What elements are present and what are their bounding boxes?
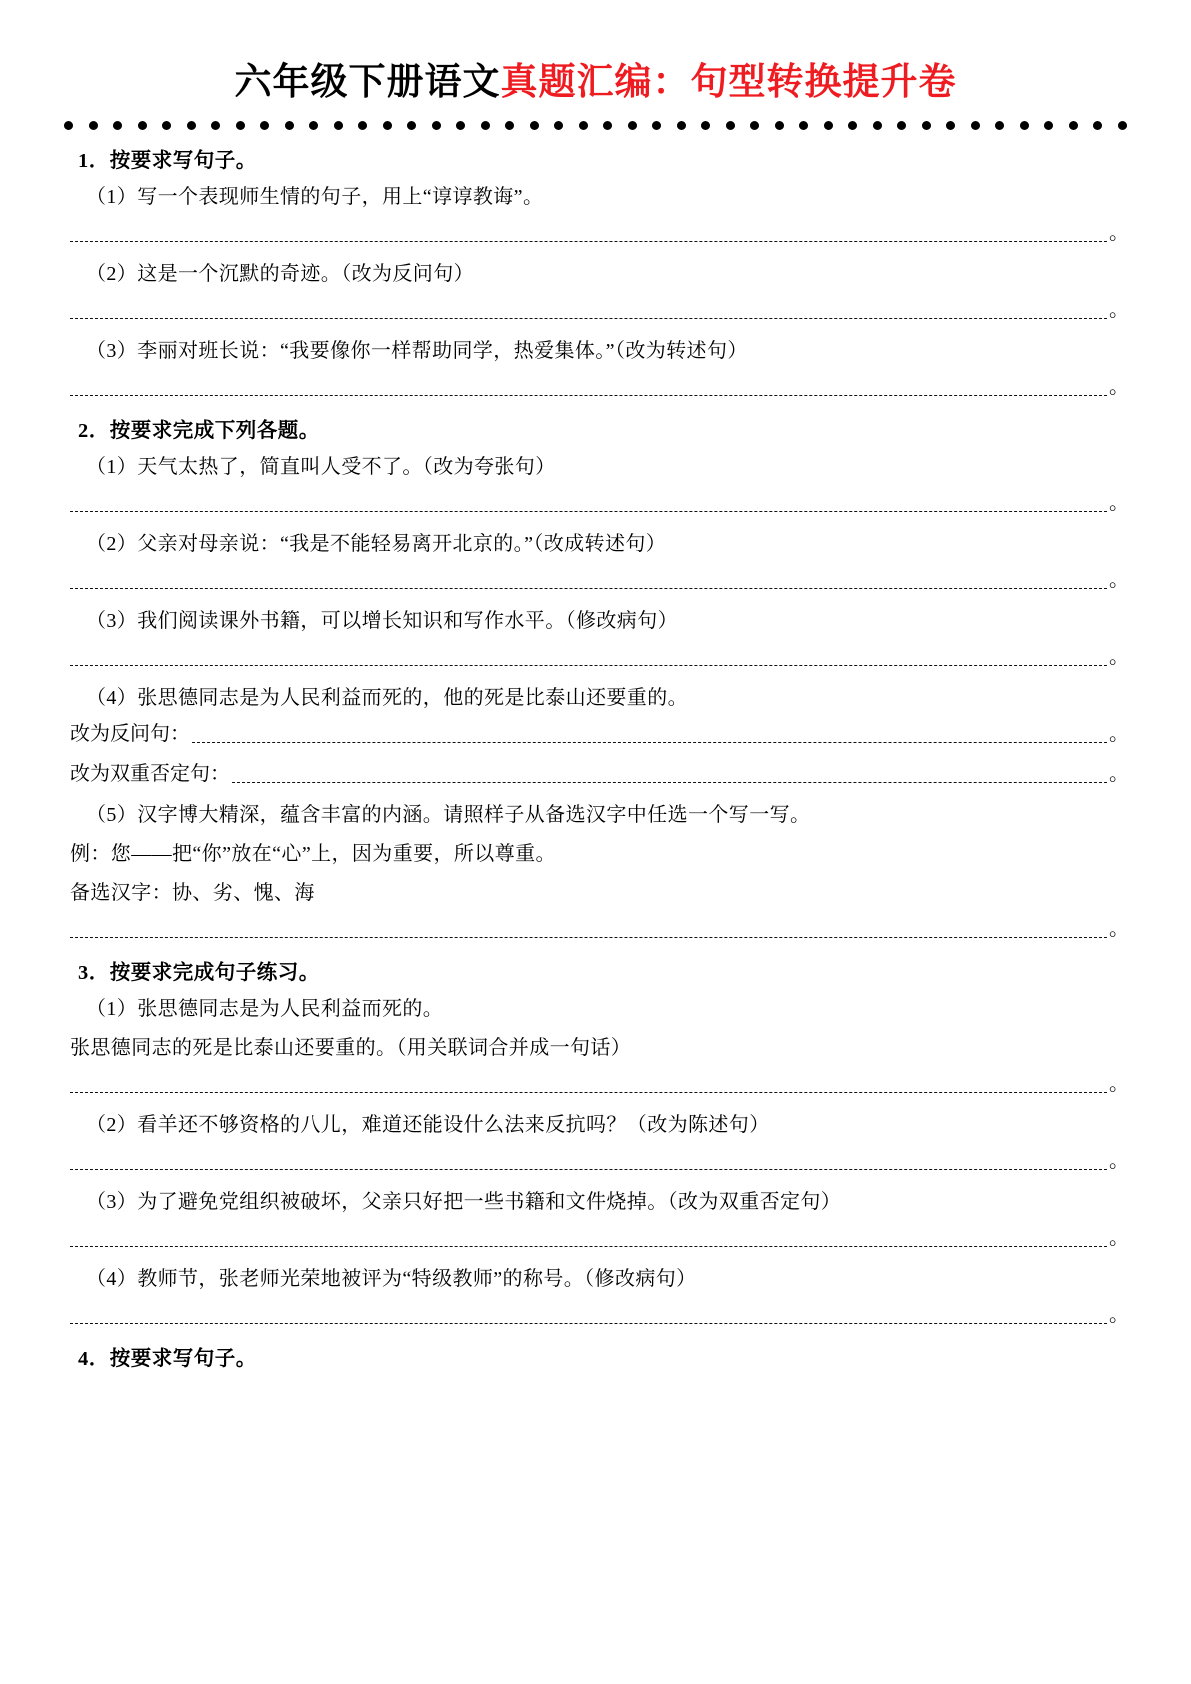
page-title-black: 六年级下册语文 — [234, 62, 501, 103]
answer-period: 。 — [1109, 491, 1129, 514]
answer-line-3-1[interactable] — [70, 1070, 1129, 1096]
separator-dot — [64, 121, 73, 130]
section-heading-4: 4．按要求写句子。 — [78, 1347, 257, 1370]
answer-line-3-4[interactable] — [70, 1301, 1129, 1327]
separator-dot — [579, 121, 588, 130]
answer-period: 。 — [1109, 221, 1129, 244]
separator-dot — [750, 121, 759, 130]
answer-dashed-line[interactable] — [70, 925, 1107, 938]
answer-line-1-3[interactable] — [70, 373, 1129, 399]
separator-dot — [211, 121, 220, 130]
page-title — [62, 58, 1129, 108]
answer-period: 。 — [1109, 568, 1129, 591]
answer-lead-double-negative: 改为双重否定句： — [70, 762, 230, 785]
separator-dot — [530, 121, 539, 130]
answer-line-3-2[interactable] — [70, 1147, 1129, 1173]
separator-dot — [432, 121, 441, 130]
answer-line-1-2[interactable] — [70, 296, 1129, 322]
separator-dot — [505, 121, 514, 130]
separator-dot — [236, 121, 245, 130]
answer-line-2-1[interactable] — [70, 489, 1129, 515]
separator-dot — [187, 121, 196, 130]
question-2-5-example: 例：您——把“你”放在“心”上，因为重要，所以尊重。 — [70, 842, 556, 865]
answer-line-3-3[interactable] — [70, 1224, 1129, 1250]
separator-dot — [456, 121, 465, 130]
question-3-1: （1）张思德同志是为人民利益而死的。 — [86, 997, 444, 1020]
answer-dashed-line[interactable] — [70, 653, 1107, 666]
answer-period: 。 — [1109, 917, 1129, 940]
answer-dashed-line[interactable] — [70, 1157, 1107, 1170]
separator-dot — [971, 121, 980, 130]
answer-period: 。 — [1109, 375, 1129, 398]
answer-period: 。 — [1109, 762, 1129, 785]
separator-dot — [726, 121, 735, 130]
separator-dot — [285, 121, 294, 130]
separator-dot — [481, 121, 490, 130]
question-3-1-line2: 张思德同志的死是比泰山还要重的。（用关联词合并成一句话） — [70, 1036, 632, 1059]
separator-dot — [775, 121, 784, 130]
separator-dot — [309, 121, 318, 130]
answer-line-2-5[interactable] — [70, 915, 1129, 941]
question-3-4: （4）教师节，张老师光荣地被评为“特级教师”的称号。（修改病句） — [86, 1267, 697, 1290]
question-3-3: （3）为了避免党组织被破坏，父亲只好把一些书籍和文件烧掉。（改为双重否定句） — [86, 1190, 842, 1213]
separator-dot — [554, 121, 563, 130]
answer-period: 。 — [1109, 298, 1129, 321]
separator-dot — [358, 121, 367, 130]
answer-dashed-line[interactable] — [70, 1311, 1107, 1324]
answer-dashed-line[interactable] — [70, 1234, 1107, 1247]
question-2-5: （5）汉字博大精深，蕴含丰富的内涵。请照样子从备选汉字中任选一个写一写。 — [86, 803, 811, 826]
separator-dot — [922, 121, 931, 130]
answer-period: 。 — [1109, 722, 1129, 745]
answer-line-2-4b[interactable] — [70, 760, 1129, 786]
answer-dashed-line[interactable] — [192, 730, 1107, 743]
separator-dot — [677, 121, 686, 130]
answer-line-2-2[interactable] — [70, 566, 1129, 592]
answer-period: 。 — [1109, 645, 1129, 668]
answer-dashed-line[interactable] — [70, 229, 1107, 242]
separator-dot — [652, 121, 661, 130]
separator-dot — [162, 121, 171, 130]
separator-dot — [701, 121, 710, 130]
answer-period: 。 — [1109, 1303, 1129, 1326]
separator-dot — [138, 121, 147, 130]
answer-period: 。 — [1109, 1226, 1129, 1249]
answer-dashed-line[interactable] — [70, 383, 1107, 396]
separator-dot — [260, 121, 269, 130]
separator-dot — [1020, 121, 1029, 130]
question-2-2: （2）父亲对母亲说：“我是不能轻易离开北京的。”（改成转述句） — [86, 532, 667, 555]
answer-dashed-line[interactable] — [70, 576, 1107, 589]
question-3-2: （2）看羊还不够资格的八儿，难道还能设什么法来反抗吗？（改为陈述句） — [86, 1113, 770, 1136]
separator-dot — [873, 121, 882, 130]
question-2-3: （3）我们阅读课外书籍，可以增长知识和写作水平。（修改病句） — [86, 609, 678, 632]
separator-dot — [407, 121, 416, 130]
answer-dashed-line[interactable] — [70, 1080, 1107, 1093]
section-heading-1: 1．按要求写句子。 — [78, 149, 257, 172]
answer-lead-rhetorical: 改为反问句： — [70, 722, 190, 745]
separator-dot — [113, 121, 122, 130]
answer-line-1-1[interactable] — [70, 219, 1129, 245]
separator-dot — [1093, 121, 1102, 130]
separator-dot — [995, 121, 1004, 130]
question-2-5-charset: 备选汉字：协、劣、愧、海 — [70, 881, 315, 904]
question-1-1: （1）写一个表现师生情的句子，用上“谆谆教诲”。 — [86, 185, 544, 208]
section-heading-3: 3．按要求完成句子练习。 — [78, 961, 320, 984]
separator-dot — [89, 121, 98, 130]
dotted-separator — [62, 120, 1129, 132]
answer-line-2-4a[interactable] — [70, 720, 1129, 746]
separator-dot — [334, 121, 343, 130]
answer-dashed-line[interactable] — [70, 306, 1107, 319]
separator-dot — [946, 121, 955, 130]
question-2-4: （4）张思德同志是为人民利益而死的，他的死是比泰山还要重的。 — [86, 686, 688, 709]
question-1-2: （2）这是一个沉默的奇迹。（改为反问句） — [86, 262, 474, 285]
separator-dot — [897, 121, 906, 130]
separator-dot — [603, 121, 612, 130]
page-title-red: 真题汇编：句型转换提升卷 — [500, 62, 957, 103]
section-heading-2: 2．按要求完成下列各题。 — [78, 419, 320, 442]
separator-dot — [799, 121, 808, 130]
answer-period: 。 — [1109, 1149, 1129, 1172]
answer-line-2-3[interactable] — [70, 643, 1129, 669]
answer-dashed-line[interactable] — [70, 499, 1107, 512]
answer-period: 。 — [1109, 1072, 1129, 1095]
answer-dashed-line[interactable] — [232, 770, 1107, 783]
separator-dot — [383, 121, 392, 130]
separator-dot — [1044, 121, 1053, 130]
separator-dot — [628, 121, 637, 130]
separator-dot — [824, 121, 833, 130]
question-2-1: （1）天气太热了，简直叫人受不了。（改为夸张句） — [86, 455, 556, 478]
separator-dot — [1118, 121, 1127, 130]
separator-dot — [1069, 121, 1078, 130]
separator-dot — [848, 121, 857, 130]
question-1-3: （3）李丽对班长说：“我要像你一样帮助同学，热爱集体。”（改为转述句） — [86, 339, 748, 362]
